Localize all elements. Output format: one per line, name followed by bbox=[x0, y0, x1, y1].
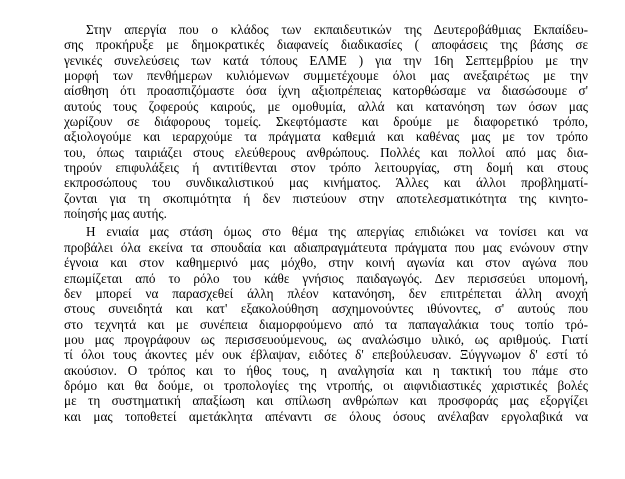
paragraph-2 bbox=[64, 224, 588, 423]
text-line: χωρίζουν σε διάφορους τομείς. Σκεφτόμαστε και δρούμε με διαφορετικό τρόπο, bbox=[64, 114, 588, 130]
text-line: προβάλει όλα εκείνα τα σπουδαία και αδιαπραγμάτευτα πράγματα που μας ενώνουν στην bbox=[64, 239, 588, 255]
text-line: Στην απεργία που ο κλάδος των εκπαιδευτικών της Δευτεροβάθμιας Εκπαίδευ- bbox=[86, 22, 588, 37]
text-line: δρόμο και θα δούμε, οι τροπολογίες της ντροπής, οι αιφνιδιαστικές χαριστικές βολές bbox=[64, 377, 588, 393]
document-page bbox=[64, 22, 588, 424]
text-line: ποίησής μας αυτής. bbox=[64, 206, 167, 222]
text-line: σης προκήρυξε με δημοκρατικές διαφανείς διαδικασίες ( αποφάσεις της βάσης σε bbox=[64, 37, 588, 53]
text-line: ζονται για τη σκοπιμότητα ή δεν πιστεύουν στην αποτελεσματικότητα της κινητο- bbox=[64, 190, 588, 206]
text-line: δεν μπορεί να παρασχεθεί άλλη πλέον κατανόηση, δεν επιτρέπεται άλλη ανοχή bbox=[64, 285, 588, 301]
text-line: με τη συστηματική απαξίωση και σπίλωση ανθρώπων και προσφοράς μας εξοργίζει bbox=[64, 393, 588, 409]
text-line: στο τεχνητά και με συνέπεια διαμορφούμενο από τα παπαγαλάκια τους τοπίο τρό- bbox=[64, 316, 588, 332]
text-line: και μας τοποθετεί αμετάκλητα απέναντι σε όλους όσους ανέλαβαν εργολαβικά να bbox=[64, 408, 588, 424]
text-line: μορφή των πενθήμερων κυλιόμενων συμμετέχουμε όλοι μας ανεξαιρέτως με την bbox=[64, 68, 588, 84]
text-line: εκπροσώπους του συνδικαλιστικού μας κινήματος. Άλλες και άλλοι προβληματί- bbox=[64, 175, 588, 191]
paragraph-1 bbox=[64, 22, 588, 221]
text-line: έγνοια και στον καθημερινό μας μόχθο, στην κοινή αγωνία και στον αγώνα που bbox=[64, 255, 588, 271]
text-line: του, όπως ταιριάζει στους ελεύθερους ανθρώπους. Πολλές και πολλοί από μας δια- bbox=[64, 144, 588, 160]
text-line: Η ενιαία μας στάση όμως στο θέμα της απεργίας επιδιώκει να τονίσει και να bbox=[86, 224, 588, 240]
text-line: αξιολογούμε και ιεραρχούμε τα πράγματα καθεμιά και καθένας μας με τον τρόπο bbox=[64, 129, 588, 145]
text-line: αυτούς τους ζοφερούς καιρούς, με ομοθυμία, αλλά και κατανόηση των όσων μας bbox=[64, 98, 588, 114]
text-line: στους συνειδητά και κατ' εξακολούθηση ασχημονούντες ιθύνοντες, σ' αυτούς που bbox=[64, 301, 588, 317]
text-line: τί όλοι τους άκοντες μέν ουκ έβλαψαν, ειδότες δ' επεβούλευσαν. Ξύγγνωμον δ' εστί τό bbox=[64, 347, 588, 363]
text-line: μου μας προγράφουν ως περισσευούμενους, ως αναλώσιμο υλικό, ως αριθμούς. Γιατί bbox=[64, 331, 588, 347]
text-line: γενικές συνελεύσεις των κατά τόπους ΕΛΜΕ ) για την 16η Σεπτεμβρίου με την bbox=[64, 52, 588, 68]
text-line: τηρούν επιφυλάξεις ή αντιτίθενται στον τρόπο λειτουργίας, στη δομή και στους bbox=[64, 160, 588, 176]
text-line: επωμίζεται από το ρόλο του κάθε γνήσιος παιδαγωγός. Δεν περισσεύει υπομονή, bbox=[64, 270, 588, 286]
text-line: αίσθηση ότι προασπιζόμαστε όσα ίχνη αξιοπρέπειας κατορθώσαμε να διασώσουμε σ' bbox=[64, 83, 588, 99]
text-line: ακούσιον. Ο τρόπος και το ήθος τους, η αναλγησία και η τακτική του πάμε στο bbox=[64, 362, 588, 378]
